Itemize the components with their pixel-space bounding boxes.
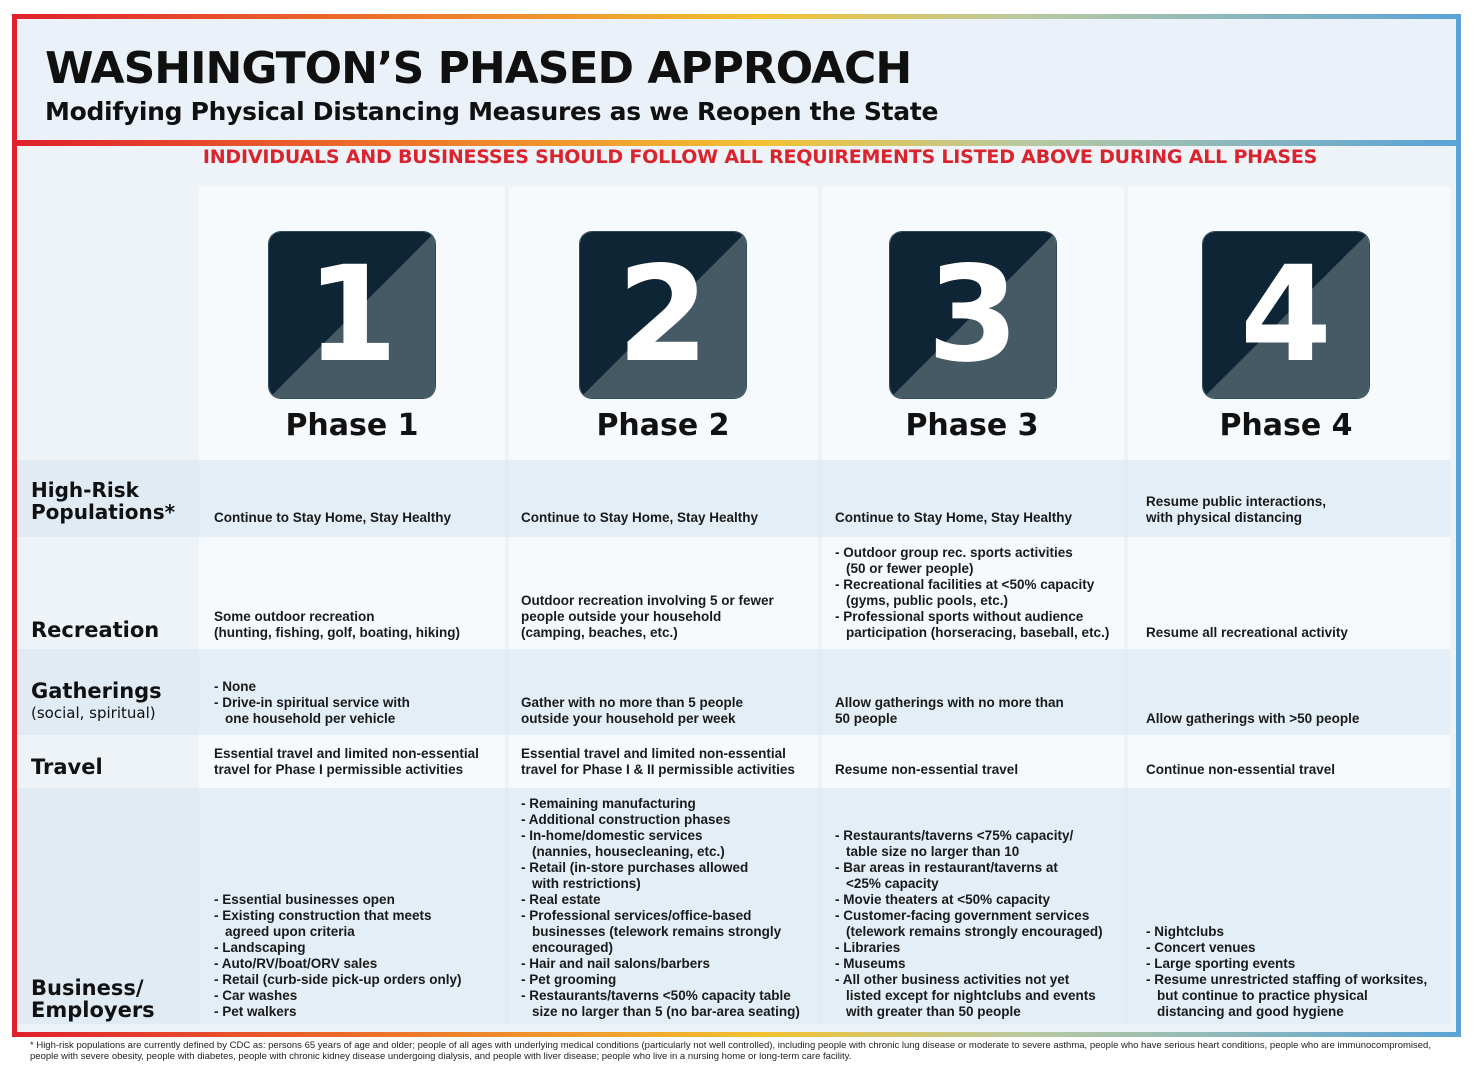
phase-2-number: 2	[617, 238, 709, 392]
cell-line: - Concert venues	[1146, 940, 1256, 955]
cell-line: - Outdoor group rec. sports activities	[835, 545, 1073, 560]
phase-4-tile	[1203, 232, 1369, 398]
cell-high-risk-phase-1	[214, 510, 451, 526]
cell-high-risk-phase-4	[1146, 494, 1326, 526]
cell-line: Allow gatherings with no more than	[835, 695, 1064, 710]
cell-line: Resume all recreational activity	[1146, 625, 1348, 640]
cell-line: listed except for nightclubs and events	[846, 988, 1096, 1003]
cell-line: - Landscaping	[214, 940, 306, 955]
cell-line: with greater than 50 people	[846, 1004, 1021, 1019]
cell-business-phase-2	[521, 796, 800, 1020]
cell-line: - Pet walkers	[214, 1004, 297, 1019]
cell-gatherings-phase-4	[1146, 711, 1359, 727]
cell-line: - Professional sports without audience	[835, 609, 1084, 624]
cell-line: (nannies, housecleaning, etc.)	[532, 844, 725, 859]
cell-line: table size no larger than 10	[846, 844, 1020, 859]
cell-line: Resume non-essential travel	[835, 762, 1019, 777]
header	[17, 19, 1456, 146]
cell-line: participation (horseracing, baseball, etc.)	[846, 625, 1110, 640]
cell-line: - Restaurants/taverns <50% capacity table	[521, 988, 791, 1003]
cell-gatherings-phase-2	[521, 695, 743, 727]
cell-line: - Auto/RV/boat/ORV sales	[214, 956, 378, 971]
cell-line: - Retail (in-store purchases allowed	[521, 860, 749, 875]
phase-1-tile	[269, 232, 435, 398]
cell-line: - Restaurants/taverns <75% capacity/	[835, 828, 1074, 843]
phase-4-number: 4	[1240, 238, 1332, 392]
cell-line: travel for Phase I permissible activities	[214, 762, 464, 777]
phase-4-label: Phase 4	[1219, 408, 1353, 443]
cell-line: - Customer-facing government services	[835, 908, 1090, 923]
cell-line: (50 or fewer people)	[846, 561, 974, 576]
row-header-high-risk-line2: Populations*	[31, 500, 176, 524]
cell-line: outside your household per week	[521, 711, 736, 726]
cell-high-risk-phase-2	[521, 510, 758, 526]
cell-line: (telework remains strongly encouraged)	[846, 924, 1103, 939]
phase-2-label: Phase 2	[596, 408, 730, 443]
cell-line: - Recreational facilities at <50% capacity	[835, 577, 1095, 592]
cell-travel-phase-1	[214, 746, 479, 778]
cell-line: Continue to Stay Home, Stay Healthy	[214, 510, 452, 525]
cell-line: with restrictions)	[532, 876, 641, 891]
row-header-gatherings-sub: (social, spiritual)	[31, 704, 156, 722]
footnote: * High-risk populations are currently defined by CDC as: persons 65 years of age and older; people of all ages with underlying medical conditions (particularly not well controlled), including people with chronic lung disease or moderate to severe asthma, people who have serious heart conditions, people who are immunocompromised, people with severe obesity, people with diabetes, people with chronic kidney disease undergoing dialysis, and people with liver disease; people who live in a nursing home or long-term care facility.	[30, 1040, 1431, 1062]
page-title: WASHINGTON’S PHASED APPROACH	[45, 43, 912, 94]
cell-line: - Real estate	[521, 892, 601, 907]
cell-line: with physical distancing	[1146, 510, 1303, 525]
cell-line: encouraged)	[532, 940, 614, 955]
cell-line: agreed upon criteria	[225, 924, 355, 939]
cell-business-phase-3	[835, 828, 1103, 1020]
cell-line: people outside your household	[521, 609, 722, 624]
cell-line: Resume public interactions,	[1146, 494, 1327, 509]
cell-line: - Professional services/office-based	[521, 908, 752, 923]
row-header-travel: Travel	[31, 755, 103, 779]
cell-gatherings-phase-1	[214, 679, 410, 727]
cell-line: Gather with no more than 5 people	[521, 695, 744, 710]
cell-gatherings-phase-3	[835, 695, 1064, 727]
cell-line: - Resume unrestricted staffing of worksites,	[1146, 972, 1428, 987]
cell-line: Some outdoor recreation	[214, 609, 375, 624]
cell-travel-phase-4	[1146, 762, 1335, 778]
cell-line: - Bar areas in restaurant/taverns at	[835, 860, 1058, 875]
row-header-business-line2: Employers	[31, 998, 155, 1022]
row-header-high-risk-line1: High-Risk	[31, 478, 139, 502]
cell-line: (gyms, public pools, etc.)	[846, 593, 1009, 608]
row-header-high-risk	[31, 479, 175, 523]
cell-line: - None	[214, 679, 256, 694]
cell-line: Outdoor recreation involving 5 or fewer	[521, 593, 774, 608]
cell-travel-phase-3	[835, 762, 1018, 778]
row-header-recreation: Recreation	[31, 618, 160, 642]
row-header-business-line1: Business/	[31, 976, 144, 1000]
cell-line: but continue to practice physical	[1157, 988, 1368, 1003]
row-header-gatherings-title: Gatherings	[31, 679, 162, 703]
cell-line: - Remaining manufacturing	[521, 796, 696, 811]
phase-3-number: 3	[927, 238, 1019, 392]
phase-1-label: Phase 1	[285, 408, 419, 443]
cell-line: - Hair and nail salons/barbers	[521, 956, 711, 971]
cell-recreation-phase-2	[521, 593, 774, 641]
phase-1-number: 1	[306, 238, 398, 392]
cell-line: - Retail (curb-side pick-up orders only)	[214, 972, 462, 987]
cell-line: - Drive-in spiritual service with	[214, 695, 410, 710]
cell-line: (hunting, fishing, golf, boating, hiking)	[214, 625, 460, 640]
row-header-gatherings	[31, 680, 162, 724]
cell-line: - Movie theaters at <50% capacity	[835, 892, 1050, 907]
cell-line: - Nightclubs	[1146, 924, 1224, 939]
cell-line: travel for Phase I & II permissible activities	[521, 762, 795, 777]
phase-2-tile	[580, 232, 746, 398]
phase-3-label: Phase 3	[905, 408, 1039, 443]
page-subtitle: Modifying Physical Distancing Measures as we Reopen the State	[45, 97, 939, 126]
cell-high-risk-phase-3	[835, 510, 1072, 526]
cell-recreation-phase-1	[214, 609, 460, 641]
row-header-business	[31, 977, 155, 1021]
cell-line: - All other business activities not yet	[835, 972, 1070, 987]
cell-line: Continue to Stay Home, Stay Healthy	[835, 510, 1073, 525]
cell-recreation-phase-4	[1146, 625, 1348, 641]
cell-line: - In-home/domestic services	[521, 828, 703, 843]
cell-business-phase-1	[214, 892, 462, 1020]
cell-line: Continue to Stay Home, Stay Healthy	[521, 510, 759, 525]
cell-line: (camping, beaches, etc.)	[521, 625, 678, 640]
cell-line: - Additional construction phases	[521, 812, 731, 827]
cell-line: Essential travel and limited non-essential	[214, 746, 479, 761]
cell-line: businesses (telework remains strongly	[532, 924, 782, 939]
cell-line: distancing and good hygiene	[1157, 1004, 1344, 1019]
cell-line: Allow gatherings with >50 people	[1146, 711, 1360, 726]
cell-line: <25% capacity	[846, 876, 939, 891]
cell-line: - Large sporting events	[1146, 956, 1296, 971]
cell-line: one household per vehicle	[225, 711, 396, 726]
cell-line: Continue non-essential travel	[1146, 762, 1336, 777]
cell-line: - Libraries	[835, 940, 901, 955]
cell-line: size no larger than 5 (no bar-area seating)	[532, 1004, 800, 1019]
cell-line: - Pet grooming	[521, 972, 617, 987]
cell-travel-phase-2	[521, 746, 795, 778]
cell-line: - Existing construction that meets	[214, 908, 432, 923]
cell-line: 50 people	[835, 711, 898, 726]
cell-recreation-phase-3	[835, 545, 1109, 641]
phase-3-tile	[890, 232, 1056, 398]
cell-line: - Essential businesses open	[214, 892, 395, 907]
cell-line: - Museums	[835, 956, 906, 971]
requirements-notice: INDIVIDUALS AND BUSINESSES SHOULD FOLLOW ALL REQUIREMENTS LISTED ABOVE DURING ALL PHASES	[202, 146, 1318, 168]
cell-line: Essential travel and limited non-essential	[521, 746, 786, 761]
cell-business-phase-4	[1146, 924, 1427, 1020]
cell-line: - Car washes	[214, 988, 298, 1003]
